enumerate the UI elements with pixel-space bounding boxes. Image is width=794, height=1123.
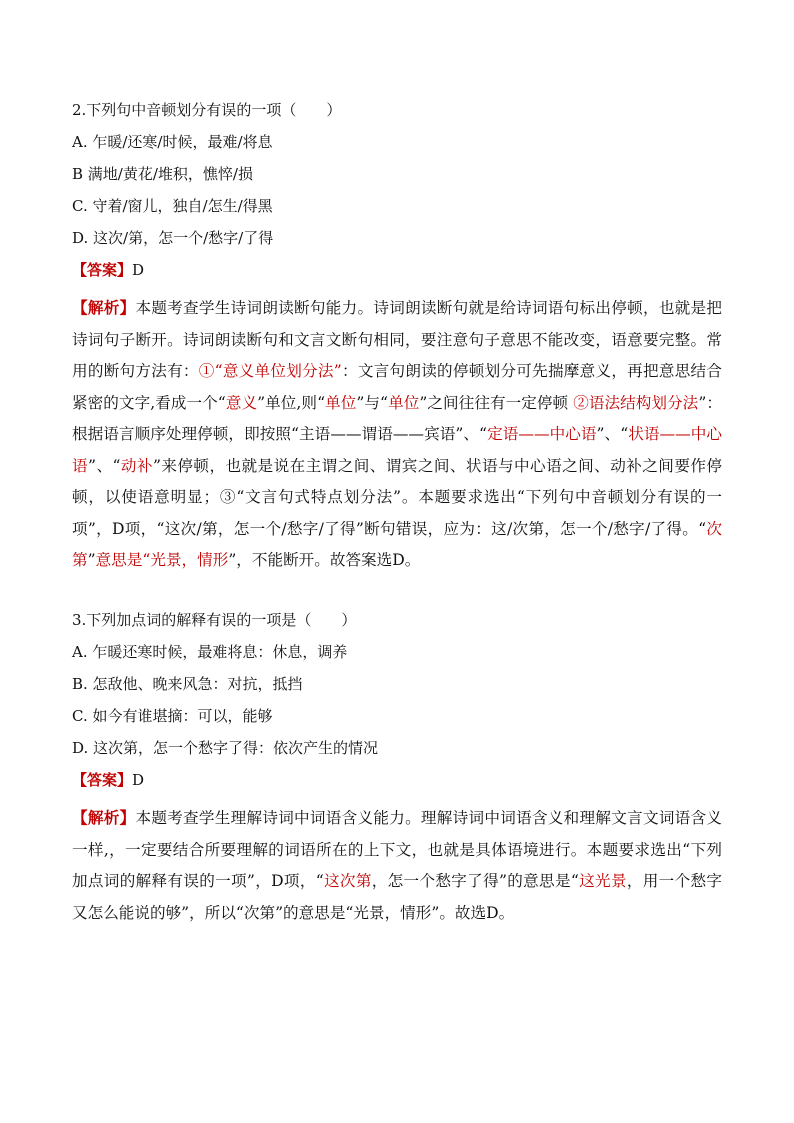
option-a: A. 乍暖还寒时候，最难将息：休息，调养 — [72, 643, 348, 661]
option-a: A. 乍暖/还寒/时候，最难/将息 — [72, 133, 273, 151]
analysis-text: ”单位,则“ — [257, 393, 326, 412]
option-c: C. 如今有谁堪摘：可以，能够 — [72, 707, 273, 725]
highlight-text: 这次第 — [323, 872, 372, 890]
answer-label: 【答案】 — [72, 261, 133, 279]
analysis-text: ” — [87, 551, 96, 569]
option-d: D. 这次/第，怎一个/愁字/了得 — [72, 229, 274, 247]
analysis-text: ：文言句朗读的停顿划分可先揣摩意义，再把意思结合紧密的文字,看成一个“ — [72, 362, 722, 412]
highlight-text: 状语——中心语 — [72, 425, 722, 475]
option-b: B 满地/黄花/堆积，憔悴/损 — [72, 165, 253, 183]
highlight-text: ①“意义单位划分法” — [198, 362, 342, 380]
analysis-text: ”之间往往有一定停顿 — [419, 393, 574, 412]
highlight-text: 次第 — [72, 519, 722, 569]
analysis-paragraph — [72, 292, 722, 577]
analysis-text: ”、“ — [596, 425, 629, 443]
analysis-label: 【解析】 — [72, 298, 136, 317]
answer-value: D — [132, 261, 145, 279]
analysis-label: 【解析】 — [72, 808, 136, 827]
highlight-text: ②语法结构划分法 — [573, 393, 699, 412]
answer-label: 【答案】 — [72, 771, 133, 789]
question-title: 2.下列句中音顿划分有误的一项（ ） — [72, 101, 342, 119]
option-b: B. 怎敌他、晚来风急：对抗，抵挡 — [72, 675, 303, 693]
option-c: C. 守着/窗儿，独自/怎生/得黑 — [72, 197, 273, 215]
answer-value: D — [132, 771, 145, 789]
question-3 — [72, 610, 732, 929]
analysis-text: ”，不能断开。故答案选D。 — [228, 551, 421, 569]
analysis-paragraph — [72, 802, 722, 929]
highlight-text: 意思是“光景，情形 — [95, 551, 229, 569]
highlight-text: 单位 — [325, 393, 357, 412]
highlight-text: 动补 — [120, 456, 153, 475]
analysis-text: ，怎一个愁字了得”的意思是“ — [371, 872, 579, 890]
analysis-text: 本题考查学生理解诗词中词语含义能力。理解诗词中词语含义和理解文言文词语含义一样,，一定要结合所要理解的词语所在的上下文，也就是具体语境进行。本题要求选出“下列加点词的解释有误的一项”，D项，“ — [72, 809, 722, 890]
answer-line — [72, 260, 732, 292]
analysis-text: ”与“ — [356, 393, 389, 412]
question-2 — [72, 100, 732, 577]
analysis-text: ，用一个愁字又怎么能说的够”，所以“次第”的意思是“光景，情形”。故选D。 — [72, 872, 722, 922]
highlight-text: 单位 — [388, 393, 420, 412]
highlight-text: 意义 — [225, 393, 258, 412]
analysis-text: 本题考查学生诗词朗读断句能力。诗词朗读断句就是给诗词语句标出停顿，也就是把诗词句子断开。诗词朗读断句和文言文断句相同，要注意句子意思不能改变，语意要完整。常用的断句方法有： — [72, 299, 722, 380]
analysis-text: ”、“ — [88, 456, 121, 475]
highlight-text: 这光景 — [578, 872, 627, 890]
analysis-text: ”：根据语言顺序处理停顿，即按照“主语——谓语——宾语”、“ — [72, 393, 722, 443]
answer-line — [72, 770, 732, 802]
option-d: D. 这次第，怎一个愁字了得：依次产生的情况 — [72, 739, 379, 757]
highlight-text: 定语——中心语 — [487, 425, 597, 443]
question-title: 3.下列加点词的解释有误的一项是（ ） — [72, 611, 357, 629]
analysis-text: ”来停顿，也就是说在主谓之间、谓宾之间、状语与中心语之间、动补之间要作停顿，以使语意明显；③“文言句式特点划分法”。本题要求选出“下列句中音顿划分有误的一项”，D项，“这次/第，怎一个/愁字/了得”断句错误，应为：这/次第，怎一个/愁字/了得。“ — [72, 456, 722, 538]
